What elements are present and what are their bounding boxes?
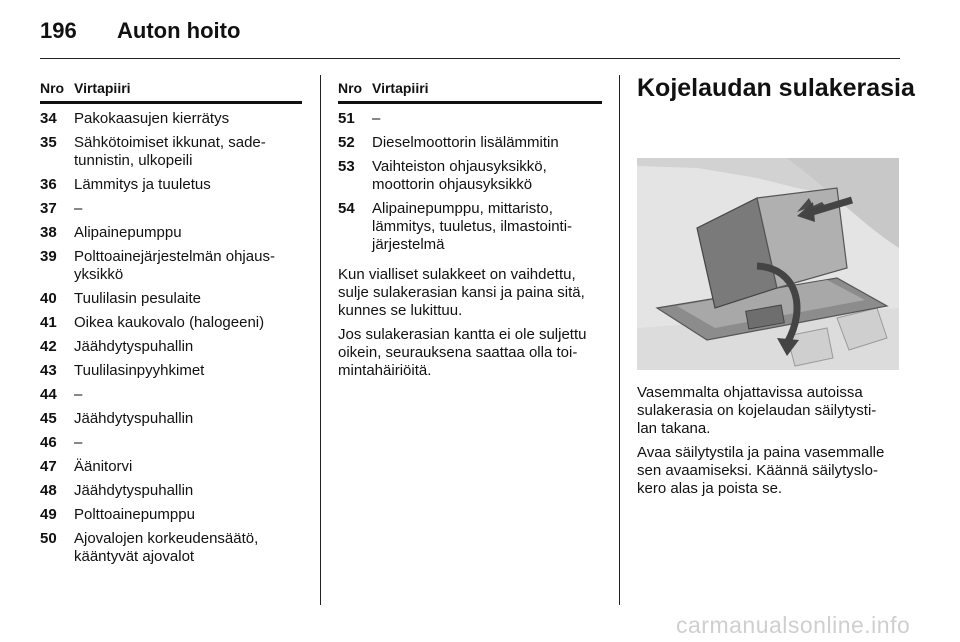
circuit-name: Lämmitys ja tuuletus: [74, 176, 211, 193]
watermark: carmanualsonline.info: [676, 612, 911, 638]
circuit-name: –: [372, 110, 381, 127]
circuit-name: Sähkötoimiset ikkunat, sade- tunnistin, ulkopeili: [74, 134, 266, 169]
table-row: [40, 290, 302, 308]
table-row: [40, 338, 302, 356]
table-row: [40, 314, 302, 332]
circuit-name: Tuulilasin pesulaite: [74, 290, 202, 307]
table-row: [40, 458, 302, 476]
circuit-name: Jäähdytyspuhallin: [74, 482, 194, 499]
table-row: [40, 386, 302, 404]
page-title: Auton hoito: [117, 18, 241, 43]
fuse-number: 48: [40, 482, 57, 499]
fuse-number: 35: [40, 134, 57, 151]
table-row: [40, 506, 302, 524]
fuse-number: 50: [40, 530, 57, 547]
fuse-number: 39: [40, 248, 57, 265]
circuit-name: Vaihteiston ohjausyksikkö, moottorin ohjausyksikkö: [372, 158, 547, 193]
fuse-box-illustration: [637, 158, 899, 370]
fuse-number: 34: [40, 110, 57, 127]
circuit-name: Pakokaasujen kierrätys: [74, 110, 230, 127]
table-row: [338, 158, 602, 194]
fuse-number: 44: [40, 386, 57, 403]
fuse-number: 51: [338, 110, 355, 127]
circuit-name: Alipainepumppu, mittaristo, lämmitys, tuuletus, ilmastointi- järjestelmä: [372, 200, 573, 253]
circuit-name: Jäähdytyspuhallin: [74, 410, 194, 427]
fuse-number: 42: [40, 338, 57, 355]
header-nro: Nro: [338, 80, 363, 96]
table-header: [40, 80, 302, 104]
fuse-number: 41: [40, 314, 57, 331]
table-row: [338, 134, 602, 152]
table-row: [338, 200, 602, 254]
paragraph: Avaa säilytystila ja paina vasemmalle sen avaamiseksi. Käännä säilytyslo- kero alas ja poista se.: [637, 444, 885, 497]
circuit-name: Jäähdytyspuhallin: [74, 338, 194, 355]
header-rule: [40, 58, 900, 59]
circuit-name: Ajovalojen korkeudensäätö, kääntyvät ajovalot: [74, 530, 259, 565]
fuse-number: 54: [338, 200, 355, 217]
circuit-name: Alipainepumppu: [74, 224, 182, 241]
circuit-name: Dieselmoottorin lisälämmitin: [372, 134, 559, 151]
table-row: [40, 410, 302, 428]
fuse-number: 38: [40, 224, 57, 241]
circuit-name: Polttoainepumppu: [74, 506, 195, 523]
fuse-number: 53: [338, 158, 355, 175]
circuit-name: Äänitorvi: [74, 458, 133, 475]
paragraph: Jos sulakerasian kantta ei ole suljettu oikein, seurauksena saattaa olla toi- mintahäiriöitä.: [338, 326, 587, 379]
circuit-name: Tuulilasinpyyhkimet: [74, 362, 205, 379]
table-row: [40, 248, 302, 284]
fuse-table-left: [40, 80, 302, 566]
paragraph: Vasemmalta ohjattavissa autoissa sulakerasia on kojelaudan säilytysti- lan takana.: [637, 384, 877, 437]
table-row: [40, 224, 302, 242]
fuse-number: 37: [40, 200, 57, 217]
table-row: [40, 530, 302, 566]
table-row: [338, 110, 602, 128]
header-nro: Nro: [40, 80, 65, 96]
circuit-name: –: [74, 386, 83, 403]
section-title: Kojelaudan sulakerasia: [637, 74, 915, 102]
fuse-number: 52: [338, 134, 355, 151]
table-row: [40, 434, 302, 452]
table-header: [338, 80, 602, 104]
table-row: [40, 134, 302, 170]
circuit-name: Oikea kaukovalo (halogeeni): [74, 314, 265, 331]
mid-text: [338, 266, 608, 386]
circuit-name: –: [74, 434, 83, 451]
fuse-number: 36: [40, 176, 57, 193]
page-number: 196: [40, 18, 77, 43]
table-body: [338, 110, 602, 254]
paragraph: Kun vialliset sulakkeet on vaihdettu, sulje sulakerasian kansi ja paina sitä, kunnes se lukittuu.: [338, 266, 585, 319]
circuit-name: –: [74, 200, 83, 217]
fuse-number: 40: [40, 290, 57, 307]
fuse-number: 45: [40, 410, 57, 427]
column-divider: [619, 75, 620, 605]
table-row: [40, 110, 302, 128]
table-row: [40, 482, 302, 500]
column-divider: [320, 75, 321, 605]
header-circuit: Virtapiiri: [372, 80, 429, 96]
table-row: [40, 362, 302, 380]
right-text: [637, 384, 907, 504]
circuit-name: Polttoainejärjestelmän ohjaus- yksikkö: [74, 248, 275, 283]
fuse-number: 47: [40, 458, 57, 475]
fuse-number: 43: [40, 362, 57, 379]
fuse-table-mid: [338, 80, 602, 254]
fuse-number: 49: [40, 506, 57, 523]
fuse-number: 46: [40, 434, 57, 451]
header-circuit: Virtapiiri: [74, 80, 131, 96]
table-body: [40, 110, 302, 566]
table-row: [40, 200, 302, 218]
table-row: [40, 176, 302, 194]
